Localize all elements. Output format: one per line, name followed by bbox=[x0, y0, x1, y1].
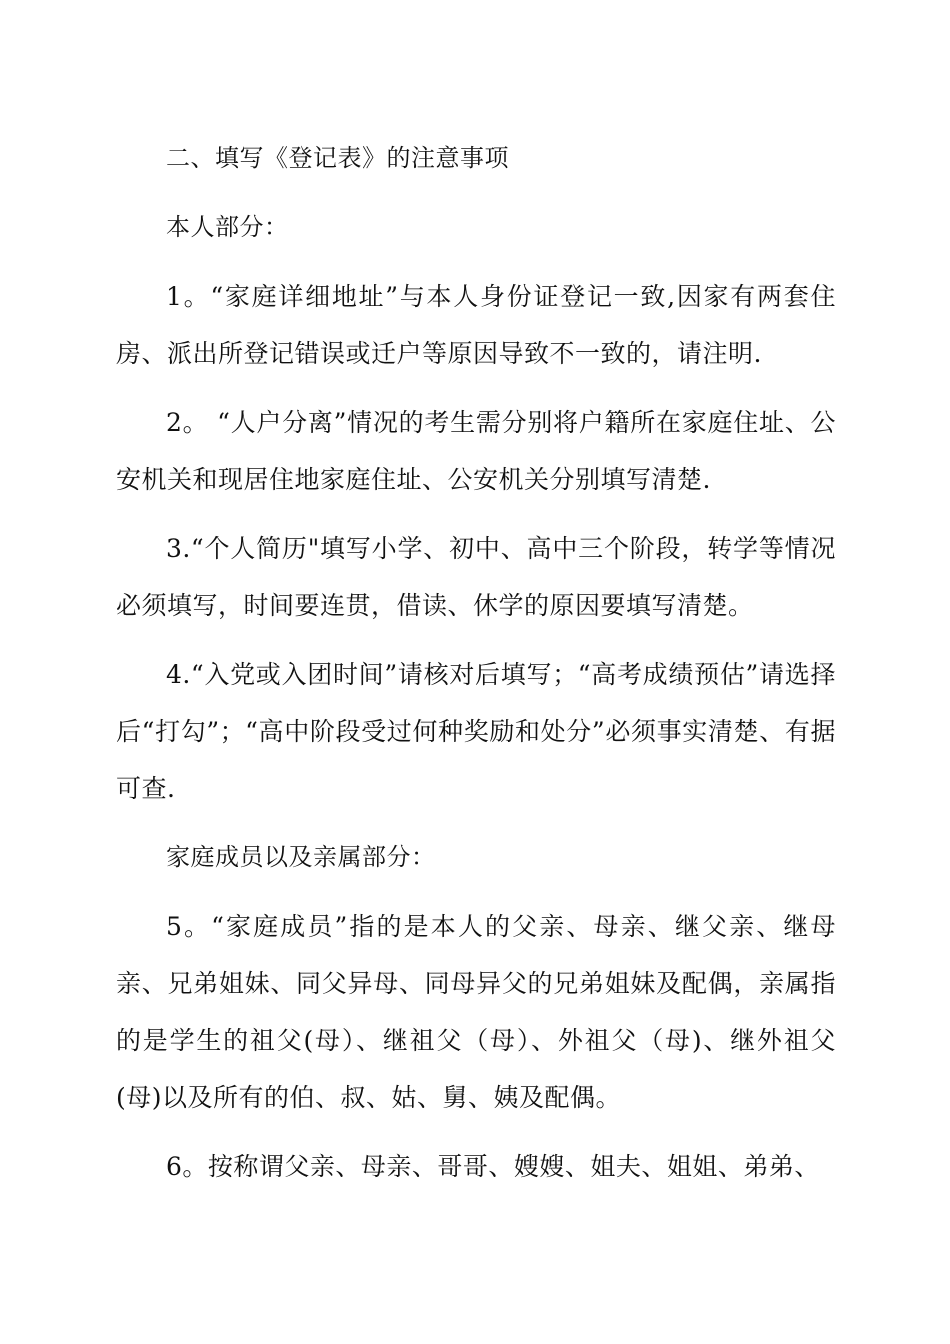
document-body bbox=[116, 130, 836, 1195]
paragraph-item-2: 2。 “人户分离”情况的考生需分别将户籍所在家庭住址、公安机关和现居住地家庭住址、公安机关分别填写清楚. bbox=[116, 408, 836, 494]
subheading-self: 本人部分： bbox=[166, 213, 289, 241]
paragraph-item-5: 5。“家庭成员”指的是本人的父亲、母亲、继父亲、继母亲、兄弟姐妹、同父异母、同母异父的兄弟姐妹及配偶，亲属指的是学生的祖父(母）、继祖父（母）、外祖父（母)、继外祖父(母)以及所有的伯、叔、姑、舅、姨及配偶。 bbox=[116, 912, 836, 1112]
section-title: 二、填写《登记表》的注意事项 bbox=[166, 144, 509, 172]
paragraph-item-4: 4.“入党或入团时间”请核对后填写；“高考成绩预估”请选择后“打勾”；“高中阶段受过何种奖励和处分”必须事实清楚、有据可查. bbox=[116, 660, 836, 803]
paragraph-item-1: 1。“家庭详细地址”与本人身份证登记一致,因家有两套住房、派出所登记错误或迁户等原因导致不一致的，请注明. bbox=[116, 282, 836, 368]
paragraph-item-3: 3.“个人简历"填写小学、初中、高中三个阶段，转学等情况必须填写，时间要连贯，借读、休学的原因要填写清楚。 bbox=[116, 534, 836, 620]
paragraph-item-6: 6。按称谓父亲、母亲、哥哥、嫂嫂、姐夫、姐姐、弟弟、 bbox=[166, 1152, 820, 1181]
subheading-family: 家庭成员以及亲属部分： bbox=[166, 843, 436, 871]
